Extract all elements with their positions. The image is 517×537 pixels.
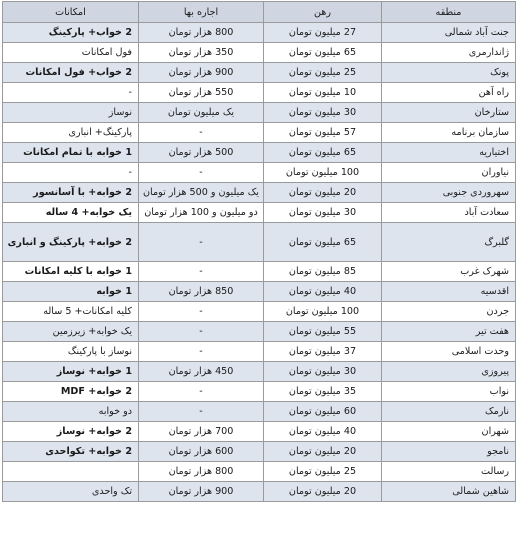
- table-row: [3, 223, 516, 262]
- cell-amenities: 2 خوابه+ نوساز: [3, 422, 139, 442]
- cell-amenities: 1 خوابه+ نوساز: [3, 362, 139, 382]
- cell-region: رسالت: [382, 462, 516, 482]
- cell-rent: 850 هزار تومان: [139, 282, 264, 302]
- cell-region: هفت تیر: [382, 322, 516, 342]
- cell-deposit: 25 میلیون تومان: [264, 462, 382, 482]
- cell-region: سعادت آباد: [382, 203, 516, 223]
- cell-deposit: 100 میلیون تومان: [264, 302, 382, 322]
- cell-rent: -: [139, 382, 264, 402]
- cell-deposit: 30 میلیون تومان: [264, 203, 382, 223]
- header-amenities: امکانات: [3, 2, 139, 23]
- cell-rent: 900 هزار تومان: [139, 482, 264, 502]
- cell-deposit: 35 میلیون تومان: [264, 382, 382, 402]
- cell-amenities: 2 خواب+ فول امکانات: [3, 63, 139, 83]
- cell-amenities: 2 خوابه+ تکواحدی: [3, 442, 139, 462]
- cell-amenities: دو خوابه: [3, 402, 139, 422]
- cell-rent: 900 هزار تومان: [139, 63, 264, 83]
- cell-deposit: 20 میلیون تومان: [264, 183, 382, 203]
- cell-amenities: تک واحدی: [3, 482, 139, 502]
- cell-deposit: 60 میلیون تومان: [264, 402, 382, 422]
- cell-region: راه آهن: [382, 83, 516, 103]
- table-row: [3, 123, 516, 143]
- cell-region: ستارخان: [382, 103, 516, 123]
- cell-deposit: 57 میلیون تومان: [264, 123, 382, 143]
- table-row: [3, 442, 516, 462]
- cell-deposit: 25 میلیون تومان: [264, 63, 382, 83]
- cell-deposit: 85 میلیون تومان: [264, 262, 382, 282]
- cell-rent: -: [139, 402, 264, 422]
- cell-amenities: نوساز با پارکینگ: [3, 342, 139, 362]
- cell-deposit: 20 میلیون تومان: [264, 442, 382, 462]
- cell-deposit: 65 میلیون تومان: [264, 43, 382, 63]
- cell-amenities: کلیه امکانات+ 5 ساله: [3, 302, 139, 322]
- cell-deposit: 40 میلیون تومان: [264, 282, 382, 302]
- cell-rent: 600 هزار تومان: [139, 442, 264, 462]
- table-row: [3, 382, 516, 402]
- cell-amenities: فول امکانات: [3, 43, 139, 63]
- cell-amenities: 2 خوابه+ MDF: [3, 382, 139, 402]
- cell-rent: -: [139, 262, 264, 282]
- cell-region: جنت آباد شمالی: [382, 23, 516, 43]
- cell-region: پیروزی: [382, 362, 516, 382]
- cell-rent: یک میلیون و 500 هزار تومان: [139, 183, 264, 203]
- cell-rent: -: [139, 322, 264, 342]
- cell-region: ژاندارمری: [382, 43, 516, 63]
- table-row: [3, 63, 516, 83]
- cell-amenities: 1 خوابه با تمام امکانات: [3, 143, 139, 163]
- header-rent: اجاره بها: [139, 2, 264, 23]
- cell-amenities: پارکینگ+ انباری: [3, 123, 139, 143]
- cell-rent: 550 هزار تومان: [139, 83, 264, 103]
- cell-rent: 700 هزار تومان: [139, 422, 264, 442]
- cell-amenities: [3, 462, 139, 482]
- cell-region: شاهین شمالی: [382, 482, 516, 502]
- cell-deposit: 65 میلیون تومان: [264, 143, 382, 163]
- cell-rent: -: [139, 342, 264, 362]
- cell-rent: -: [139, 163, 264, 183]
- cell-region: پونک: [382, 63, 516, 83]
- table-row: [3, 262, 516, 282]
- cell-amenities: -: [3, 83, 139, 103]
- cell-rent: 350 هزار تومان: [139, 43, 264, 63]
- cell-deposit: 10 میلیون تومان: [264, 83, 382, 103]
- cell-deposit: 20 میلیون تومان: [264, 482, 382, 502]
- cell-deposit: 30 میلیون تومان: [264, 103, 382, 123]
- cell-amenities: 1 خوابه: [3, 282, 139, 302]
- table-row: [3, 342, 516, 362]
- table-row: [3, 422, 516, 442]
- table-header-row: [3, 2, 516, 23]
- cell-deposit: 37 میلیون تومان: [264, 342, 382, 362]
- cell-amenities: یک خوابه+ 4 ساله: [3, 203, 139, 223]
- cell-amenities: 1 خوابه با کلیه امکانات: [3, 262, 139, 282]
- cell-rent: 450 هزار تومان: [139, 362, 264, 382]
- table-row: [3, 43, 516, 63]
- cell-rent: 500 هزار تومان: [139, 143, 264, 163]
- cell-deposit: 40 میلیون تومان: [264, 422, 382, 442]
- table-row: [3, 23, 516, 43]
- cell-deposit: 100 میلیون تومان: [264, 163, 382, 183]
- cell-region: اقدسیه: [382, 282, 516, 302]
- table-row: [3, 362, 516, 382]
- cell-region: شهرک غرب: [382, 262, 516, 282]
- table-row: [3, 103, 516, 123]
- table-row: [3, 83, 516, 103]
- cell-amenities: -: [3, 163, 139, 183]
- table-row: [3, 163, 516, 183]
- cell-amenities: 2 خواب+ پارکینگ: [3, 23, 139, 43]
- cell-rent: -: [139, 123, 264, 143]
- cell-rent: یک میلیون تومان: [139, 103, 264, 123]
- cell-region: اختیاریه: [382, 143, 516, 163]
- table-row: [3, 462, 516, 482]
- cell-amenities: 2 خوابه+ پارکینگ و انباری: [3, 223, 139, 262]
- cell-region: نارمک: [382, 402, 516, 422]
- cell-deposit: 27 میلیون تومان: [264, 23, 382, 43]
- header-deposit: رهن: [264, 2, 382, 23]
- cell-region: سهروردی جنوبی: [382, 183, 516, 203]
- cell-rent: 800 هزار تومان: [139, 23, 264, 43]
- cell-region: جردن: [382, 302, 516, 322]
- table-row: [3, 203, 516, 223]
- cell-region: گلبرگ: [382, 223, 516, 262]
- table-row: [3, 302, 516, 322]
- table-body: [3, 23, 516, 502]
- cell-deposit: 65 میلیون تومان: [264, 223, 382, 262]
- cell-amenities: یک خوابه+ زیرزمین: [3, 322, 139, 342]
- rent-table: [2, 1, 516, 502]
- table-row: [3, 183, 516, 203]
- cell-rent: -: [139, 223, 264, 262]
- cell-amenities: نوساز: [3, 103, 139, 123]
- cell-region: سازمان برنامه: [382, 123, 516, 143]
- cell-region: نامجو: [382, 442, 516, 462]
- cell-rent: دو میلیون و 100 هزار تومان: [139, 203, 264, 223]
- cell-region: وحدت اسلامی: [382, 342, 516, 362]
- table-row: [3, 322, 516, 342]
- cell-region: نیاوران: [382, 163, 516, 183]
- cell-deposit: 30 میلیون تومان: [264, 362, 382, 382]
- rent-table-container: [2, 1, 515, 502]
- cell-region: شهران: [382, 422, 516, 442]
- table-row: [3, 143, 516, 163]
- cell-amenities: 2 خوابه+ با آسانسور: [3, 183, 139, 203]
- cell-rent: 800 هزار تومان: [139, 462, 264, 482]
- cell-rent: -: [139, 302, 264, 322]
- cell-deposit: 55 میلیون تومان: [264, 322, 382, 342]
- header-region: منطقه: [382, 2, 516, 23]
- table-row: [3, 482, 516, 502]
- table-row: [3, 402, 516, 422]
- cell-region: نواب: [382, 382, 516, 402]
- table-row: [3, 282, 516, 302]
